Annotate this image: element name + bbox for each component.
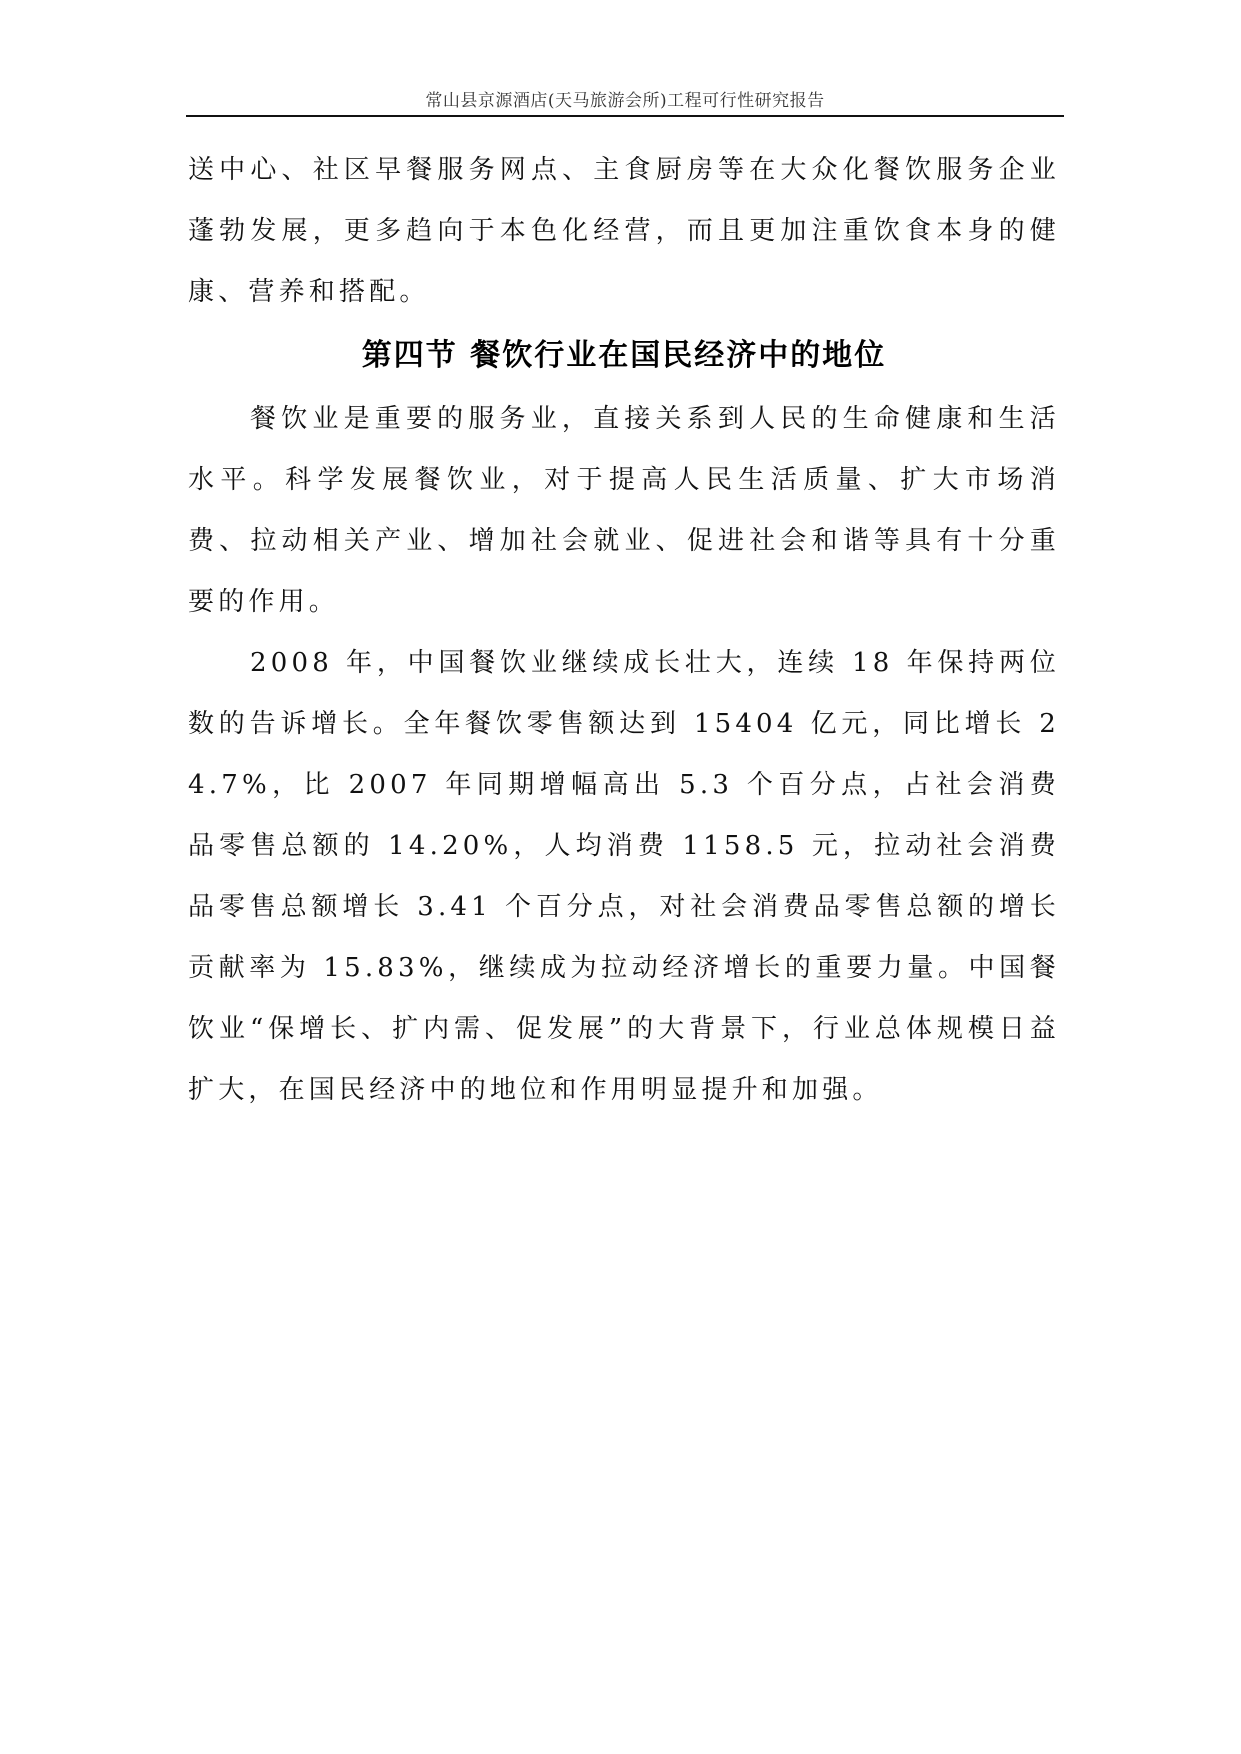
body-paragraph-2: 2008 年，中国餐饮业继续成长壮大，连续 18 年保持两位数的告诉增长。全年餐饮零售额达到 15404 亿元，同比增长 24.7%，比 2007 年同期增幅高出 5.3 个百分点，占社会消费品零售总额的 14.20%，人均消费 1158.5 元，拉动社会消费品零售总额增长 3.41 个百分点，对社会消费品零售总额的增长贡献率为 15.83%，继续成为拉动经济增长的重要力量。中国餐饮业“保增长、扩内需、促发展”的大背景下，行业总体规模日益扩大，在国民经济中的地位和作用明显提升和加强。 (188, 648, 1060, 1105)
page-header-title: 常山县京源酒店(天马旅游会所)工程可行性研究报告 (425, 91, 825, 111)
document-body (188, 140, 1060, 1121)
body-paragraph-1: 餐饮业是重要的服务业，直接关系到人民的生命健康和生活水平。科学发展餐饮业，对于提高人民生活质量、扩大市场消费、拉动相关产业、增加社会就业、促进社会和谐等具有十分重要的作用。 (188, 404, 1060, 617)
header-divider (186, 115, 1064, 117)
section-title: 第四节 餐饮行业在国民经济中的地位 (361, 338, 887, 373)
continued-paragraph: 送中心、社区早餐服务网点、主食厨房等在大众化餐饮服务企业蓬勃发展，更多趋向于本色化经营，而且更加注重饮食本身的健康、营养和搭配。 (188, 155, 1060, 307)
